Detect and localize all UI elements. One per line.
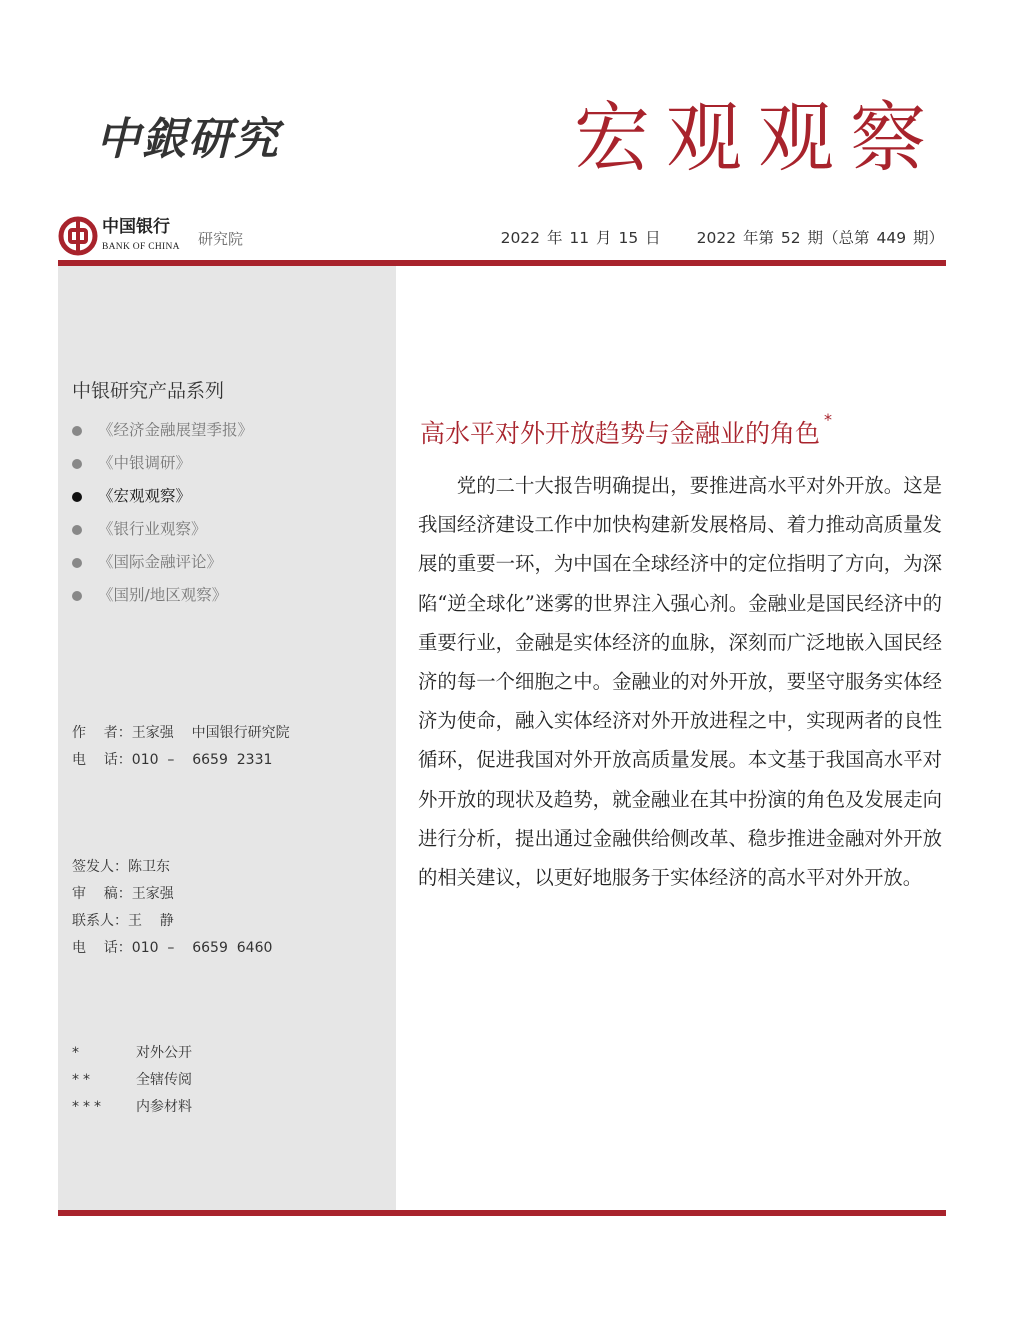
series-item[interactable] xyxy=(72,414,253,447)
bullet-icon xyxy=(72,492,82,502)
title-footnote-mark: * xyxy=(824,410,833,429)
series-item-label: 《中银调研》 xyxy=(98,454,192,472)
article-title-text: 高水平对外开放趋势与金融业的角色 xyxy=(420,419,821,448)
author-info xyxy=(72,720,290,774)
bank-name-cn: 中国银行 xyxy=(102,217,170,237)
legend-row xyxy=(72,1067,192,1094)
research-logo: 中銀研究 xyxy=(96,114,280,165)
publish-date: 2022 年 11 月 15 日 xyxy=(500,229,661,247)
series-item[interactable] xyxy=(72,579,253,612)
series-item[interactable] xyxy=(72,447,253,480)
masthead-title: 宏观观察 xyxy=(574,93,942,182)
issue-number: 2022 年第 52 期（总第 449 期） xyxy=(696,229,944,247)
bullet-icon xyxy=(72,525,82,535)
issue-info xyxy=(501,226,944,248)
bank-of-china-logo-icon xyxy=(58,216,98,256)
issuer-line: 签发人：陈卫东 xyxy=(72,859,170,875)
series-title: 中银研究产品系列 xyxy=(72,380,225,402)
bullet-icon xyxy=(72,426,82,436)
footer-divider xyxy=(58,1210,946,1216)
legend-row xyxy=(72,1040,192,1067)
reviewer-line: 审 稿：王家强 xyxy=(72,886,174,902)
legend-label: 内参材料 xyxy=(136,1099,192,1115)
legend-stars: * xyxy=(72,1045,83,1061)
legend-label: 对外公开 xyxy=(136,1045,192,1061)
series-item[interactable] xyxy=(72,546,253,579)
legend-stars: ** xyxy=(72,1072,94,1088)
series-item-label: 《国别/地区观察》 xyxy=(98,586,228,604)
contact-line: 联系人：王 静 xyxy=(72,913,174,929)
classification-legend xyxy=(72,1040,192,1121)
series-item-active[interactable] xyxy=(72,480,253,513)
series-item-label: 《宏观观察》 xyxy=(98,487,192,505)
bullet-icon xyxy=(72,591,82,601)
series-item-label: 《银行业观察》 xyxy=(98,520,207,538)
article-abstract: 党的二十大报告明确提出，要推进高水平对外开放。这是我国经济建设工作中加快构建新发展格局、着力推动高质量发展的重要一环，为中国在全球经济中的定位指明了方向，为深陷“逆全球化”迷雾的世界注入强心剂。金融业是国民经济中的重要行业，金融是实体经济的血脉，深刻而广泛地嵌入国民经济的每一个细胞之中。金融业的对外开放，要坚守服务实体经济为使命，融入实体经济对外开放进程之中，实现两者的良性循环，促进我国对外开放高质量发展。本文基于我国高水平对外开放的现状及趋势，就金融业在其中扮演的角色及发展走向进行分析，提出通过金融供给侧改革、稳步推进金融对外开放的相关建议，以更好地服务于实体经济的高水平对外开放。 xyxy=(418,474,942,890)
contact-phone: 电 话：010 – 6659 6460 xyxy=(72,940,273,956)
series-item-label: 《经济金融展望季报》 xyxy=(98,421,254,439)
author-phone: 电 话：010 – 6659 2331 xyxy=(72,752,273,768)
author-line: 作 者：王家强 中国银行研究院 xyxy=(72,725,290,741)
legend-label: 全辖传阅 xyxy=(136,1072,192,1088)
legend-stars: *** xyxy=(72,1099,105,1115)
series-item[interactable] xyxy=(72,513,253,546)
series-item-label: 《国际金融评论》 xyxy=(98,553,223,571)
bank-name-en: BANK OF CHINA xyxy=(102,242,180,252)
legend-row xyxy=(72,1094,192,1121)
bullet-icon xyxy=(72,558,82,568)
staff-info xyxy=(72,854,272,962)
bullet-icon xyxy=(72,459,82,469)
series-list xyxy=(72,414,253,612)
article-title xyxy=(420,410,833,450)
institute-label: 研究院 xyxy=(198,230,244,248)
